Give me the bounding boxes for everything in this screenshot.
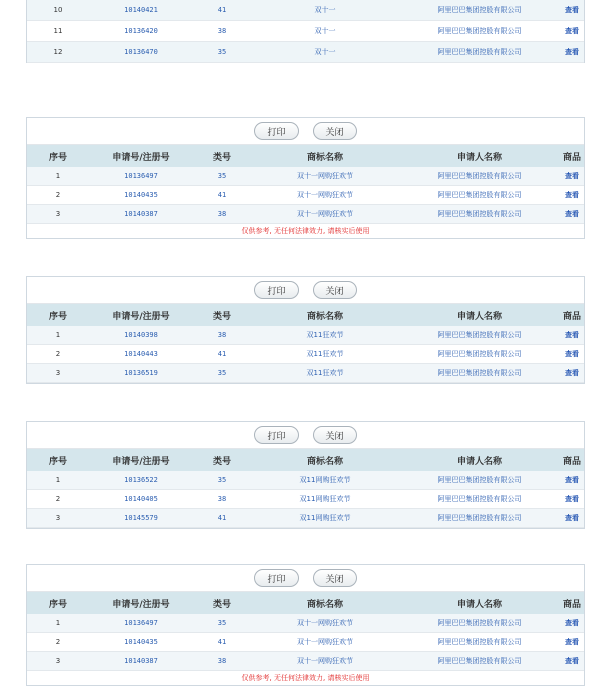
class-number: 35 bbox=[193, 364, 251, 383]
header-index: 序号 bbox=[27, 449, 89, 471]
row-index: 2 bbox=[27, 345, 89, 364]
close-button[interactable]: 关闭 bbox=[313, 122, 357, 140]
print-button[interactable]: 打印 bbox=[254, 281, 298, 299]
class-number: 38 bbox=[193, 205, 251, 224]
class-number: 38 bbox=[193, 326, 251, 345]
class-number: 41 bbox=[193, 633, 251, 652]
print-button[interactable]: 打印 bbox=[254, 569, 298, 587]
header-class: 类号 bbox=[193, 304, 251, 326]
class-number: 41 bbox=[193, 509, 251, 528]
view-link[interactable]: 查看 bbox=[560, 364, 584, 383]
view-link[interactable]: 查看 bbox=[560, 205, 584, 224]
registration-number: 10140435 bbox=[89, 186, 193, 205]
header-goods: 商品 bbox=[560, 145, 584, 167]
registration-number: 10136497 bbox=[89, 167, 193, 186]
applicant-name: 阿里巴巴集团控股有限公司 bbox=[399, 326, 560, 345]
header-registration: 申请号/注册号 bbox=[89, 145, 193, 167]
row-index: 1 bbox=[27, 326, 89, 345]
toolbar bbox=[27, 277, 584, 304]
registration-number: 10136522 bbox=[89, 471, 193, 490]
disclaimer-notice: 仅供参考, 无任何法律效力, 请核实后使用 bbox=[241, 674, 370, 682]
trademark-name: 双十一网购狂欢节 bbox=[251, 205, 399, 224]
table-row bbox=[27, 364, 584, 383]
table-header bbox=[27, 592, 584, 614]
table-row bbox=[27, 326, 584, 345]
applicant-name: 阿里巴巴集团控股有限公司 bbox=[399, 0, 560, 21]
registration-number: 10145579 bbox=[89, 509, 193, 528]
view-link[interactable]: 查看 bbox=[560, 326, 584, 345]
trademark-name: 双十一 bbox=[251, 21, 399, 42]
applicant-name: 阿里巴巴集团控股有限公司 bbox=[399, 471, 560, 490]
close-button[interactable]: 关闭 bbox=[313, 569, 357, 587]
view-link[interactable]: 查看 bbox=[560, 21, 584, 42]
applicant-name: 阿里巴巴集团控股有限公司 bbox=[399, 21, 560, 42]
table-row bbox=[27, 0, 584, 21]
trademark-name: 双十一 bbox=[251, 42, 399, 63]
print-button[interactable]: 打印 bbox=[254, 122, 298, 140]
view-link[interactable]: 查看 bbox=[560, 509, 584, 528]
header-trademark: 商标名称 bbox=[251, 592, 399, 614]
registration-number: 10140387 bbox=[89, 652, 193, 671]
view-link[interactable]: 查看 bbox=[560, 471, 584, 490]
row-index: 1 bbox=[27, 471, 89, 490]
trademark-name: 双十一网购狂欢节 bbox=[251, 167, 399, 186]
applicant-name: 阿里巴巴集团控股有限公司 bbox=[399, 633, 560, 652]
applicant-name: 阿里巴巴集团控股有限公司 bbox=[399, 42, 560, 63]
view-link[interactable]: 查看 bbox=[560, 614, 584, 633]
applicant-name: 阿里巴巴集团控股有限公司 bbox=[399, 490, 560, 509]
view-link[interactable]: 查看 bbox=[560, 633, 584, 652]
registration-number: 10140405 bbox=[89, 490, 193, 509]
registration-number: 10140398 bbox=[89, 326, 193, 345]
view-link[interactable]: 查看 bbox=[560, 490, 584, 509]
header-applicant: 申请人名称 bbox=[399, 304, 560, 326]
trademark-name: 双11狂欢节 bbox=[251, 345, 399, 364]
row-index: 3 bbox=[27, 509, 89, 528]
row-index: 11 bbox=[27, 21, 89, 42]
applicant-name: 阿里巴巴集团控股有限公司 bbox=[399, 205, 560, 224]
applicant-name: 阿里巴巴集团控股有限公司 bbox=[399, 167, 560, 186]
class-number: 38 bbox=[193, 490, 251, 509]
registration-number: 10140421 bbox=[89, 0, 193, 21]
result-panel-4 bbox=[26, 564, 585, 686]
view-link[interactable]: 查看 bbox=[560, 42, 584, 63]
row-index: 2 bbox=[27, 633, 89, 652]
registration-number: 10140387 bbox=[89, 205, 193, 224]
header-class: 类号 bbox=[193, 592, 251, 614]
close-button[interactable]: 关闭 bbox=[313, 281, 357, 299]
view-link[interactable]: 查看 bbox=[560, 167, 584, 186]
trademark-name: 双十一网购狂欢节 bbox=[251, 614, 399, 633]
table-row bbox=[27, 21, 584, 42]
table-row bbox=[27, 509, 584, 528]
trademark-name: 双十一 bbox=[251, 0, 399, 21]
row-index: 3 bbox=[27, 205, 89, 224]
table-header bbox=[27, 449, 584, 471]
header-applicant: 申请人名称 bbox=[399, 592, 560, 614]
applicant-name: 阿里巴巴集团控股有限公司 bbox=[399, 364, 560, 383]
table-header bbox=[27, 145, 584, 167]
registration-number: 10136519 bbox=[89, 364, 193, 383]
header-goods: 商品 bbox=[560, 449, 584, 471]
applicant-name: 阿里巴巴集团控股有限公司 bbox=[399, 186, 560, 205]
trademark-name: 双11狂欢节 bbox=[251, 364, 399, 383]
class-number: 38 bbox=[193, 21, 251, 42]
applicant-name: 阿里巴巴集团控股有限公司 bbox=[399, 652, 560, 671]
table-row bbox=[27, 471, 584, 490]
table-header bbox=[27, 304, 584, 326]
table-row bbox=[27, 186, 584, 205]
applicant-name: 阿里巴巴集团控股有限公司 bbox=[399, 509, 560, 528]
result-panel-1 bbox=[26, 117, 585, 239]
class-number: 41 bbox=[193, 345, 251, 364]
toolbar bbox=[27, 118, 584, 145]
row-index: 1 bbox=[27, 614, 89, 633]
header-trademark: 商标名称 bbox=[251, 449, 399, 471]
class-number: 41 bbox=[193, 186, 251, 205]
class-number: 41 bbox=[193, 0, 251, 21]
table-row bbox=[27, 167, 584, 186]
result-panel-2 bbox=[26, 276, 585, 384]
toolbar bbox=[27, 565, 584, 592]
registration-number: 10140435 bbox=[89, 633, 193, 652]
trademark-name: 双11网购狂欢节 bbox=[251, 509, 399, 528]
header-index: 序号 bbox=[27, 592, 89, 614]
disclaimer-notice: 仅供参考, 无任何法律效力, 请核实后使用 bbox=[241, 227, 370, 235]
header-trademark: 商标名称 bbox=[251, 145, 399, 167]
class-number: 35 bbox=[193, 167, 251, 186]
header-class: 类号 bbox=[193, 145, 251, 167]
trademark-name: 双11网购狂欢节 bbox=[251, 490, 399, 509]
class-number: 35 bbox=[193, 614, 251, 633]
applicant-name: 阿里巴巴集团控股有限公司 bbox=[399, 345, 560, 364]
trademark-name: 双十一网购狂欢节 bbox=[251, 652, 399, 671]
header-index: 序号 bbox=[27, 304, 89, 326]
table-row bbox=[27, 205, 584, 224]
trademark-name: 双11网购狂欢节 bbox=[251, 471, 399, 490]
registration-number: 10140443 bbox=[89, 345, 193, 364]
registration-number: 10136420 bbox=[89, 21, 193, 42]
row-index: 3 bbox=[27, 652, 89, 671]
header-registration: 申请号/注册号 bbox=[89, 304, 193, 326]
trademark-name: 双11狂欢节 bbox=[251, 326, 399, 345]
header-class: 类号 bbox=[193, 449, 251, 471]
class-number: 35 bbox=[193, 471, 251, 490]
toolbar bbox=[27, 422, 584, 449]
view-link[interactable]: 查看 bbox=[560, 652, 584, 671]
header-applicant: 申请人名称 bbox=[399, 449, 560, 471]
registration-number: 10136497 bbox=[89, 614, 193, 633]
table-row bbox=[27, 490, 584, 509]
results-table-fragment bbox=[26, 0, 585, 63]
header-registration: 申请号/注册号 bbox=[89, 592, 193, 614]
view-link[interactable]: 查看 bbox=[560, 186, 584, 205]
table-row bbox=[27, 345, 584, 364]
registration-number: 10136470 bbox=[89, 42, 193, 63]
table-row bbox=[27, 652, 584, 671]
row-index: 3 bbox=[27, 364, 89, 383]
header-goods: 商品 bbox=[560, 304, 584, 326]
result-panel-3 bbox=[26, 421, 585, 529]
header-registration: 申请号/注册号 bbox=[89, 449, 193, 471]
row-index: 1 bbox=[27, 167, 89, 186]
row-index: 2 bbox=[27, 186, 89, 205]
trademark-name: 双十一网购狂欢节 bbox=[251, 633, 399, 652]
header-goods: 商品 bbox=[560, 592, 584, 614]
table-row bbox=[27, 614, 584, 633]
table-row bbox=[27, 633, 584, 652]
view-link[interactable]: 查看 bbox=[560, 345, 584, 364]
print-button[interactable]: 打印 bbox=[254, 426, 298, 444]
table-row bbox=[27, 42, 584, 63]
class-number: 38 bbox=[193, 652, 251, 671]
trademark-name: 双十一网购狂欢节 bbox=[251, 186, 399, 205]
close-button[interactable]: 关闭 bbox=[313, 426, 357, 444]
header-trademark: 商标名称 bbox=[251, 304, 399, 326]
header-index: 序号 bbox=[27, 145, 89, 167]
class-number: 35 bbox=[193, 42, 251, 63]
row-index: 10 bbox=[27, 0, 89, 21]
row-index: 2 bbox=[27, 490, 89, 509]
header-applicant: 申请人名称 bbox=[399, 145, 560, 167]
row-index: 12 bbox=[27, 42, 89, 63]
applicant-name: 阿里巴巴集团控股有限公司 bbox=[399, 614, 560, 633]
view-link[interactable]: 查看 bbox=[560, 0, 584, 21]
